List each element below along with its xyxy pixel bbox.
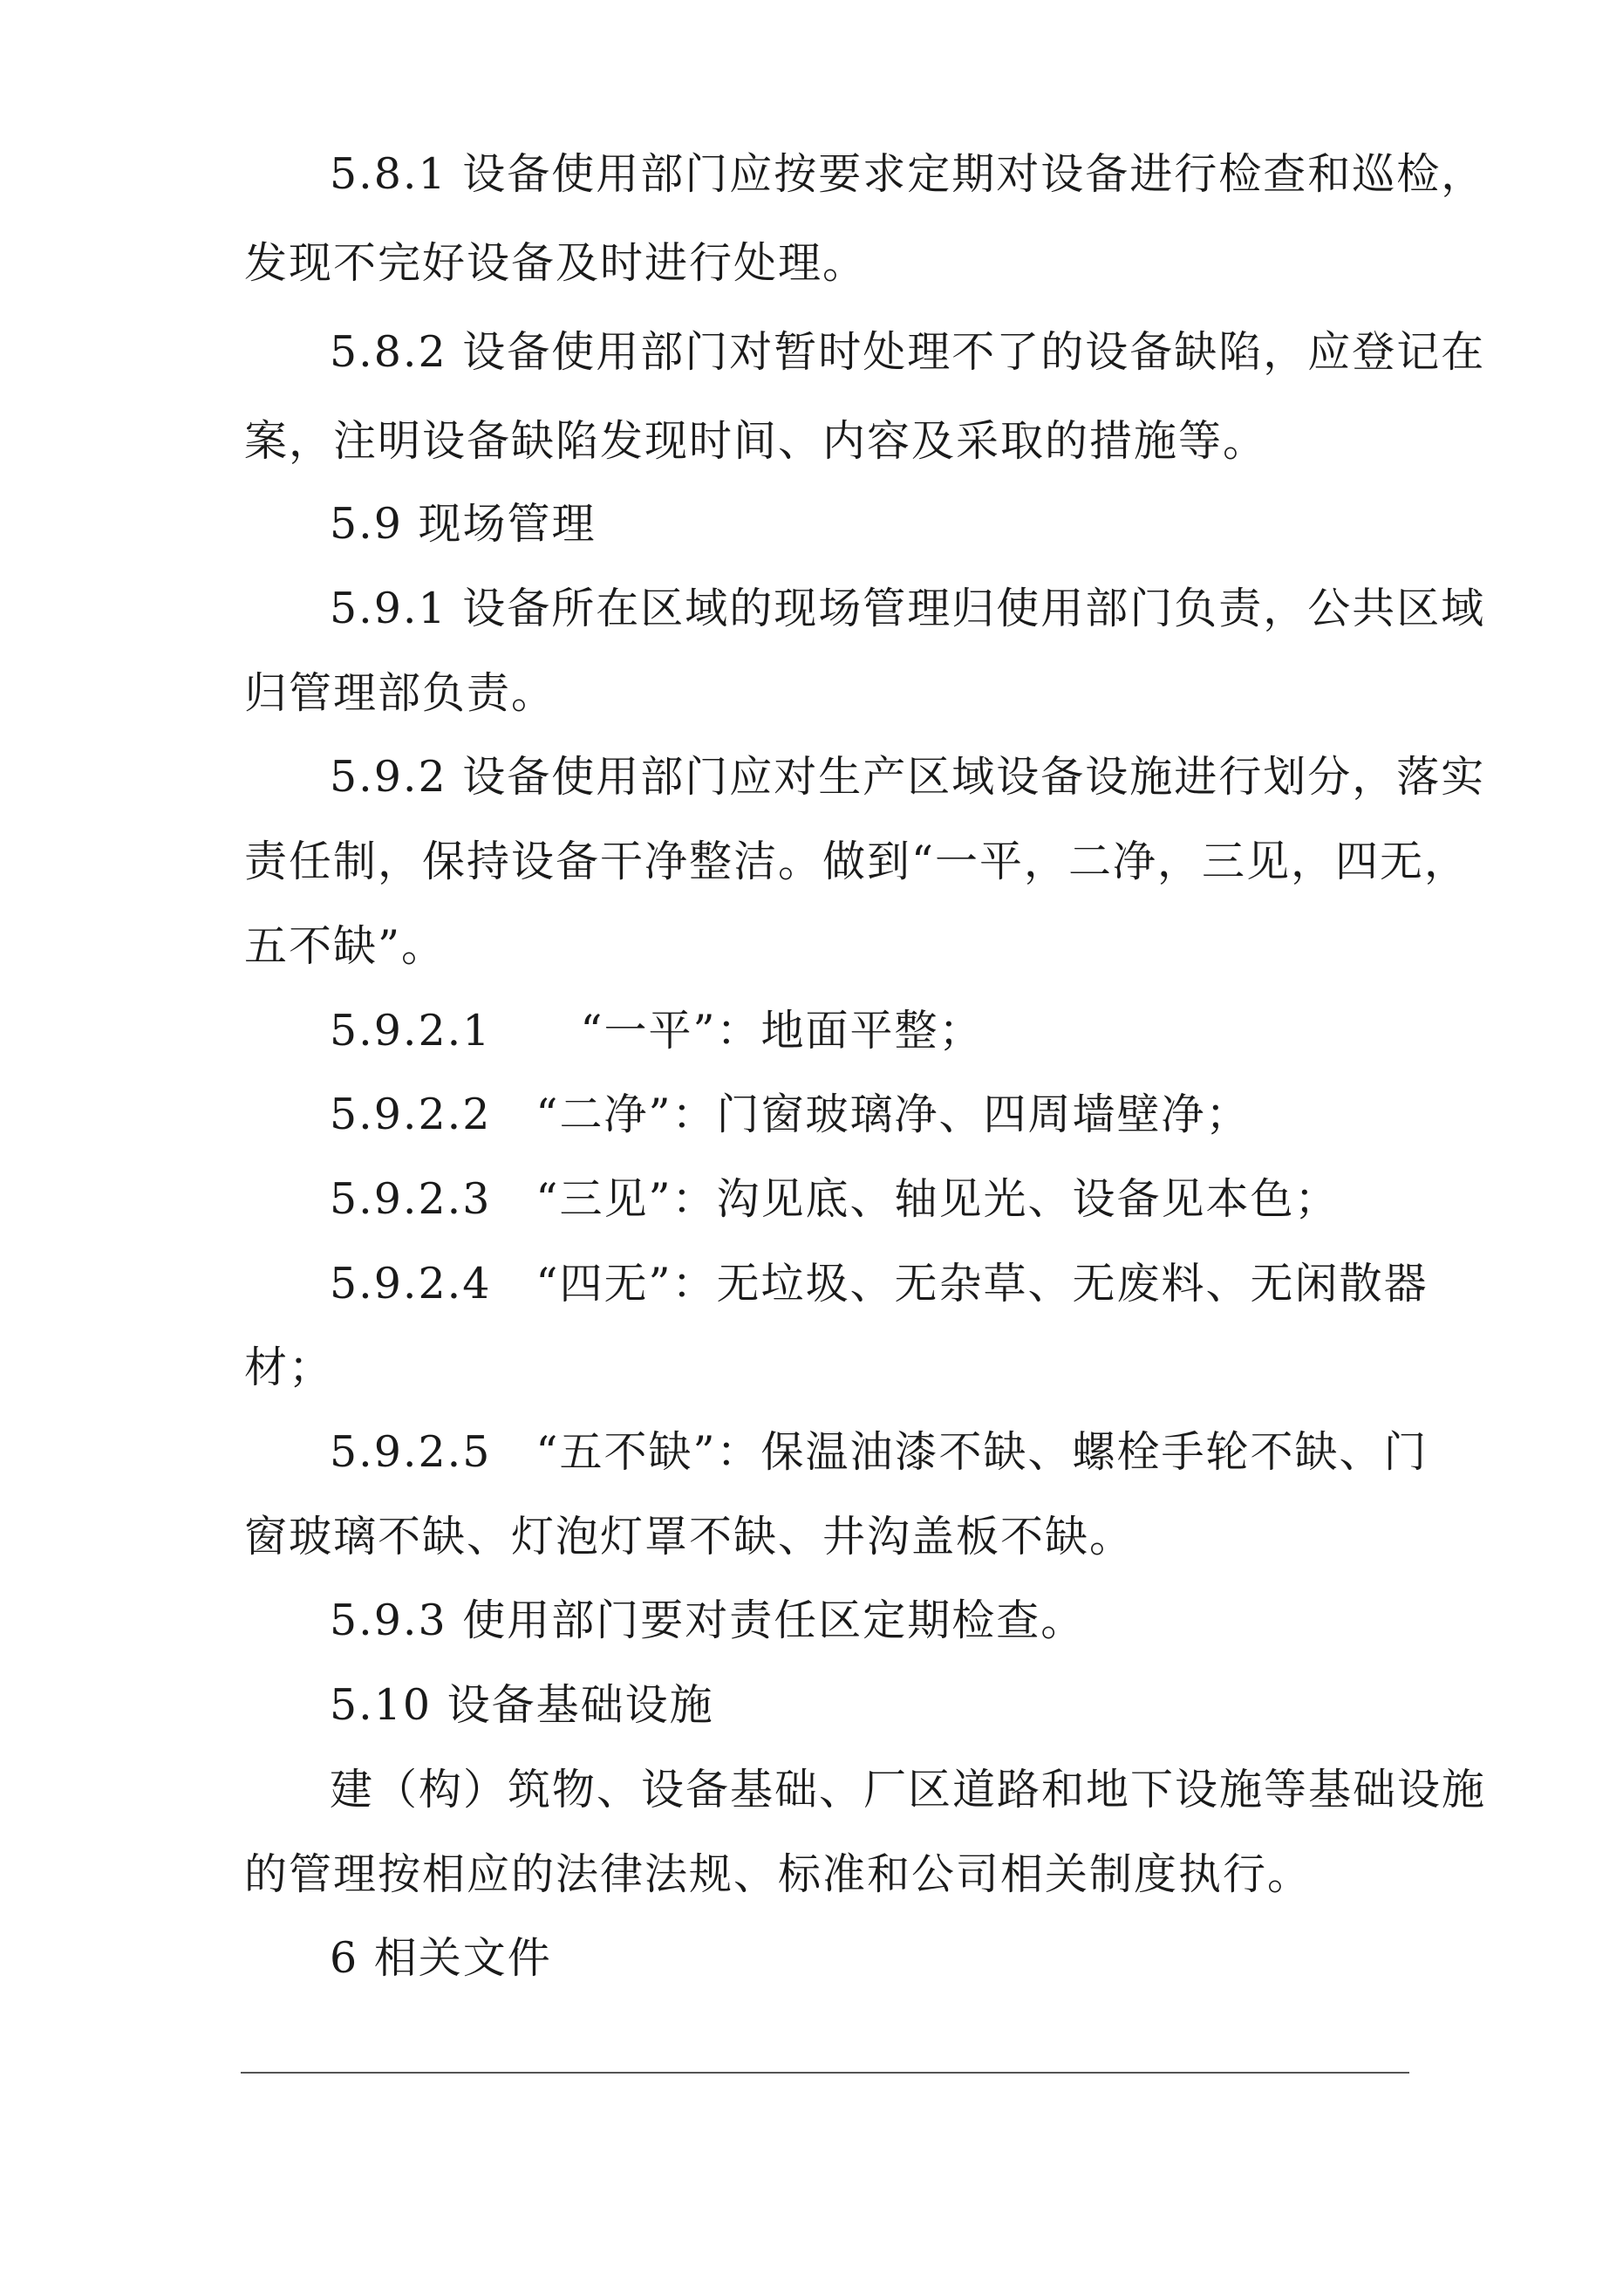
para-5-8-1-line-2: 发现不完好设备及时进行处理。 (244, 238, 868, 288)
item-5-9-2-5-line-1: 5.9.2.5 “五不缺”：保温油漆不缺、螺栓手轮不缺、门 (330, 1427, 1429, 1477)
para-5-10-line-2: 的管理按相应的法律法规、标准和公司相关制度执行。 (244, 1849, 1313, 1899)
item-5-9-2-3: 5.9.2.3 “三见”：沟见底、轴见光、设备见本色； (330, 1174, 1340, 1224)
para-5-9-1-line-2: 归管理部负责。 (244, 668, 556, 718)
item-5-9-2-5-line-2: 窗玻璃不缺、灯泡灯罩不缺、井沟盖板不缺。 (244, 1512, 1135, 1561)
heading-5-10: 5.10 设备基础设施 (330, 1680, 714, 1730)
para-5-8-2-line-2: 案，注明设备缺陷发现时间、内容及采取的措施等。 (244, 416, 1268, 466)
para-5-8-2-line-1: 5.8.2 设备使用部门对暂时处理不了的设备缺陷，应登记在 (330, 327, 1486, 377)
heading-6: 6 相关文件 (330, 1933, 552, 1983)
para-5-9-1-line-1: 5.9.1 设备所在区域的现场管理归使用部门负责，公共区域 (330, 584, 1486, 633)
para-5-9-2-line-1: 5.9.2 设备使用部门应对生产区域设备设施进行划分，落实 (330, 752, 1486, 802)
para-5-9-2-line-3: 五不缺”。 (244, 921, 447, 971)
item-5-9-2-2: 5.9.2.2 “二净”：门窗玻璃净、四周墙壁净； (330, 1090, 1251, 1139)
item-5-9-2-1: 5.9.2.1 “一平”：地面平整； (330, 1006, 984, 1056)
heading-5-9: 5.9 现场管理 (330, 499, 597, 549)
item-5-9-2-4-line-2: 材； (244, 1343, 334, 1392)
item-5-9-2-4-line-1: 5.9.2.4 “四无”：无垃圾、无杂草、无废料、无闲散器 (330, 1259, 1429, 1309)
para-5-10-line-1: 建（构）筑物、设备基础、厂区道路和地下设施等基础设施 (330, 1765, 1487, 1814)
footer-divider (241, 2072, 1409, 2074)
para-5-9-3: 5.9.3 使用部门要对责任区定期检查。 (330, 1596, 1086, 1645)
para-5-9-2-line-2: 责任制，保持设备干净整洁。做到“一平，二净，三见，四无， (244, 837, 1470, 886)
para-5-8-1-line-1: 5.8.1 设备使用部门应按要求定期对设备进行检查和巡检， (330, 149, 1486, 199)
